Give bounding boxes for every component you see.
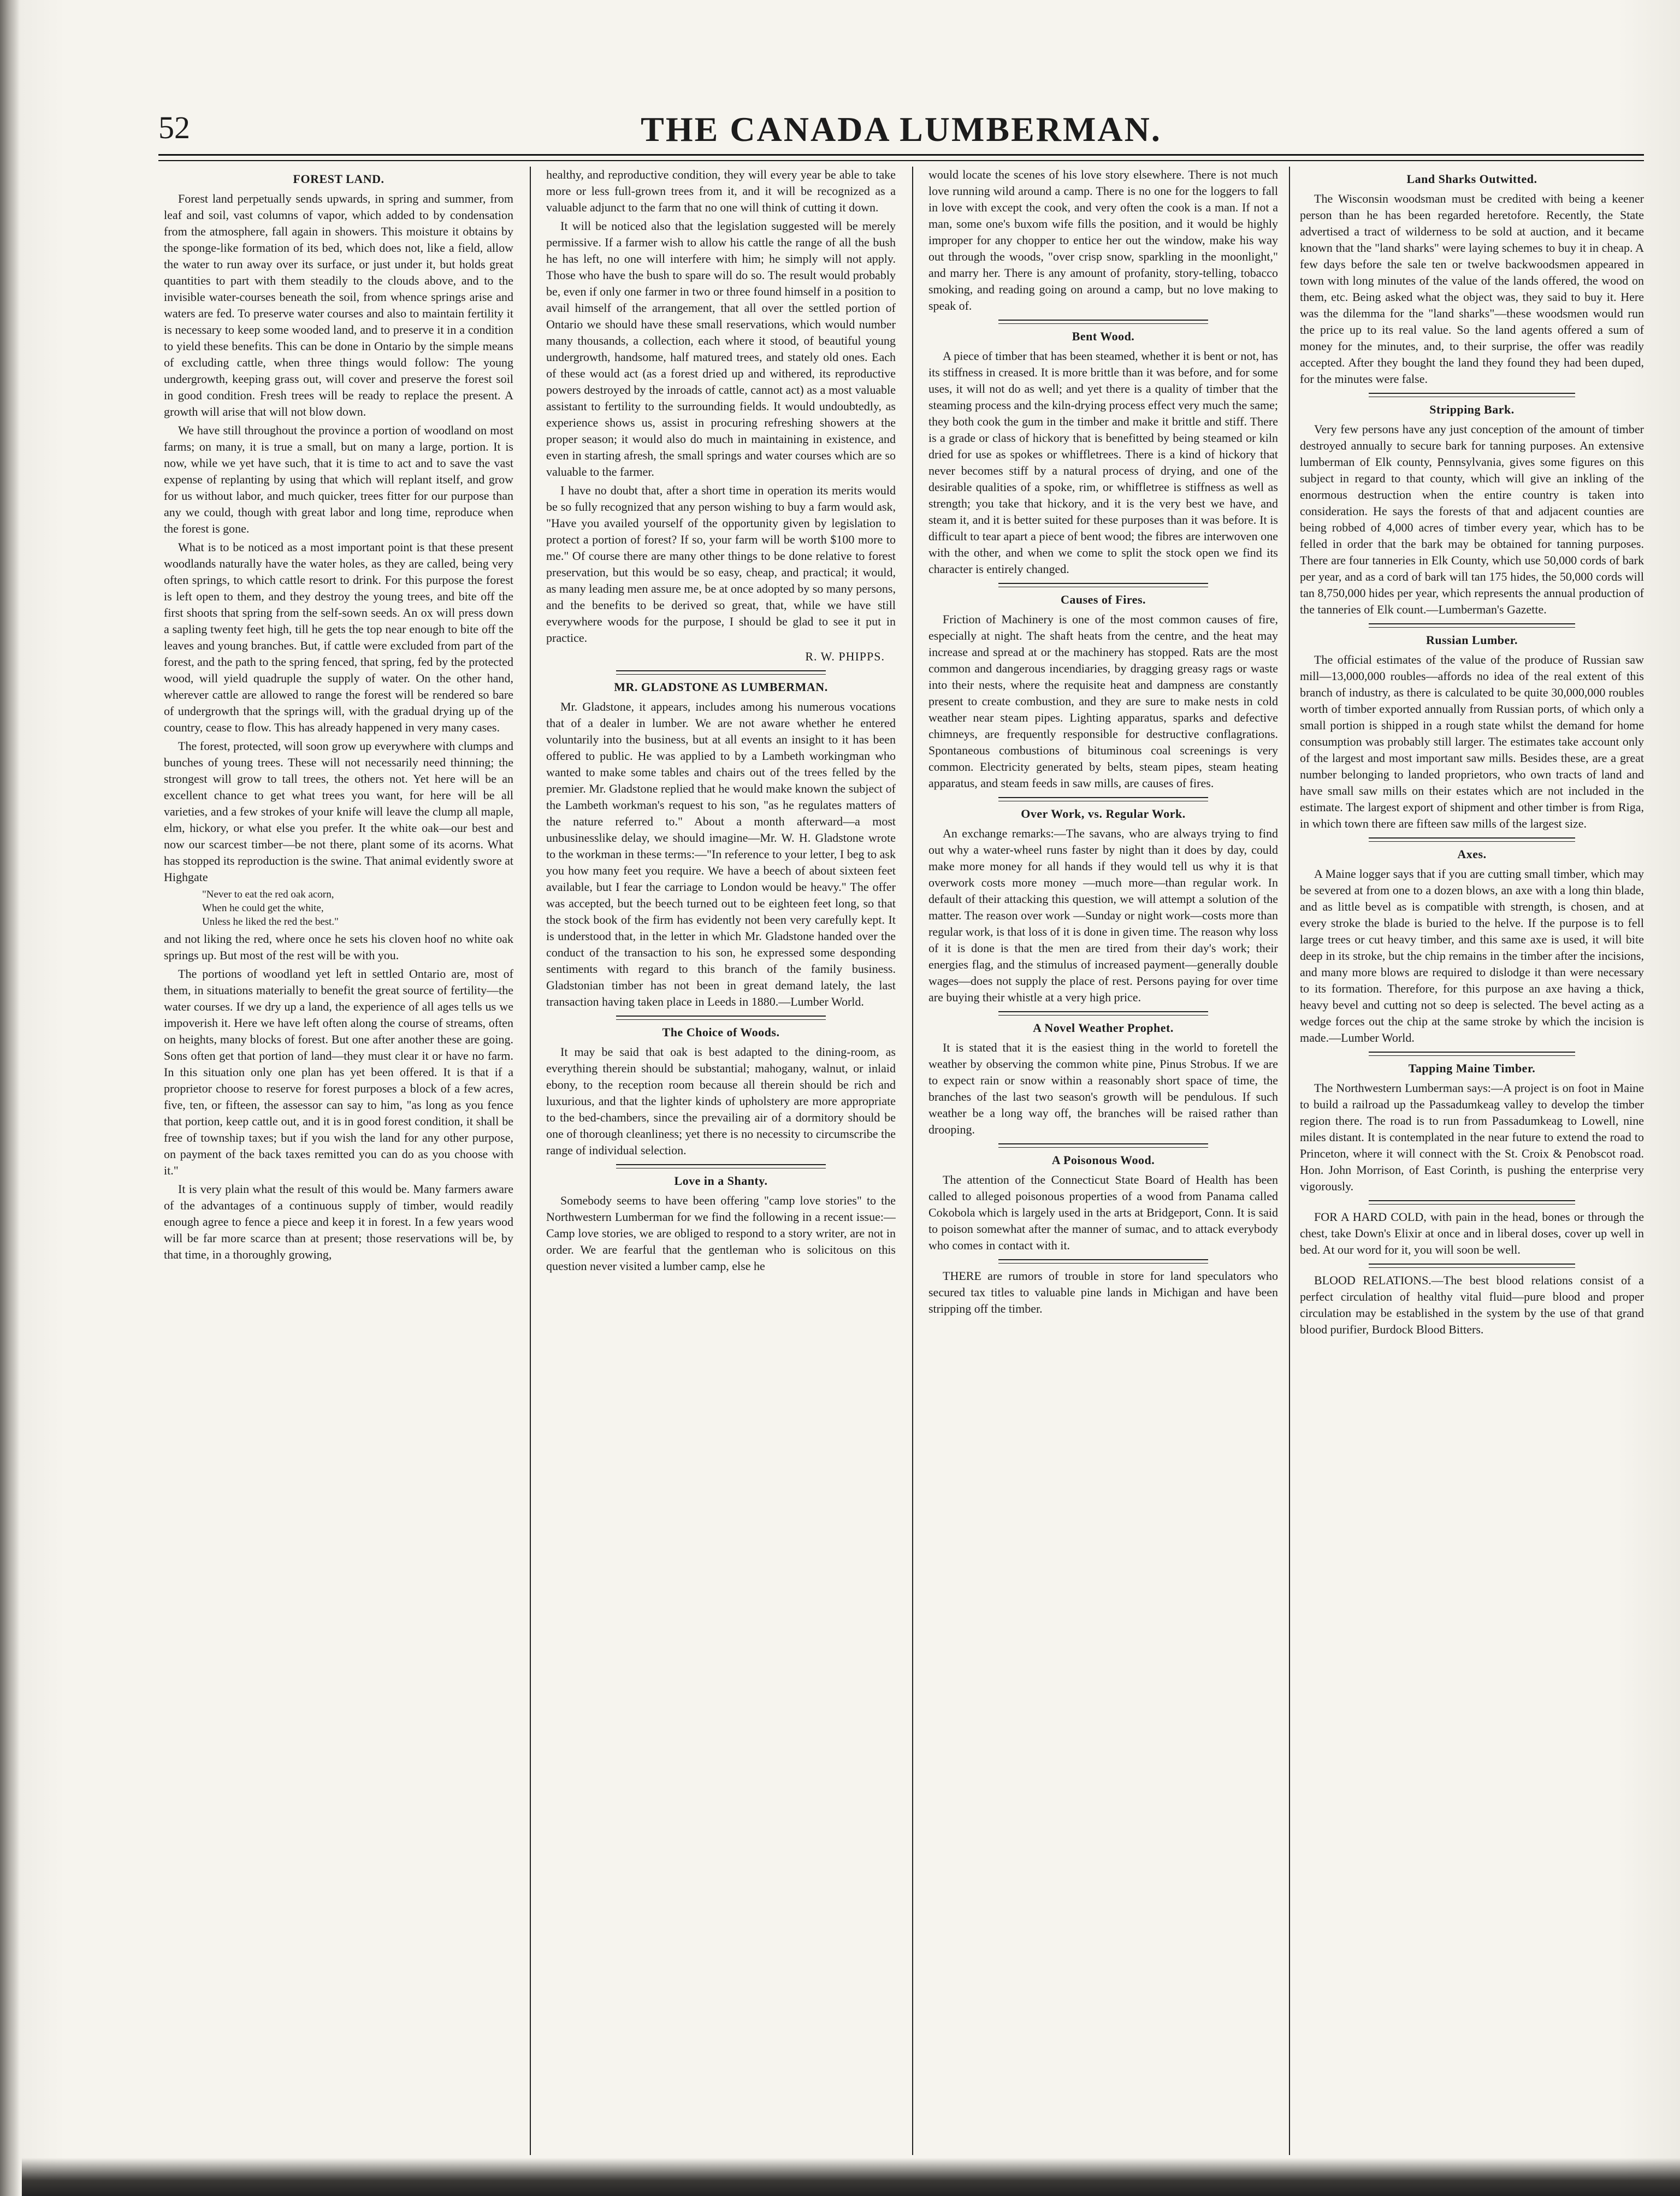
scan-edge-shadow bbox=[22, 2158, 1680, 2196]
paragraph: A piece of timber that has been steamed, whether it is bent or not, has its stiffness in creased. It is more brittle than it was before, and for some uses, it will not do as well; and yet there is a quality of timber that the steaming process and the kiln-drying process effect very much the same; they both cook the gum in the timber and make it brittle and stiff. There is a grade or class of hickory that is benefitted by being steamed or kiln dried for use as spokes or whiffletrees. There is a kind of hickory that never becomes stiff by a natural process of drying, and one of the desirable qualities of a spoke, rim, or whiffletree is stiffness as well as strength; you take that hickory, and it is the very best we have, and steam it, and it is better suited for these purposes than it was before. It is difficult to tear apart a piece of bent wood; the fibres are interwoven one with the other, and when we come to split the stock open we find its character is entirely changed. bbox=[928, 349, 1278, 576]
masthead bbox=[158, 109, 1644, 147]
paragraph: healthy, and reproductive condition, they will every year be able to take more or less full-grown trees from it, and it will be recognized as a valuable adjunct to the farm that no one will think of cutting it down. bbox=[546, 168, 896, 214]
article-heading-tapping-maine-timber: Tapping Maine Timber. bbox=[1408, 1061, 1536, 1075]
paragraph: What is to be noticed as a most important point is that these present woodlands naturally have the water holes, as they are called, being very often springs, to which cattle resort to drink. For this purpose the forest is left open to them, and they destroy the young trees, and bite off the first shoots that spring from the self-sown seeds. An ox will press down a sapling twenty feet high, till he gets the top near enough to bite off the leaves and young branches. But, if cattle were excluded from part of the forest, and the path to the spring fenced, that spring, fed by the protected wood, will yield quadruple the supply of water. On the other hand, wherever cattle are allowed to range the forest will be rendered so bare of undergrowth that the springs will, with the gradual drying up of the country, cease to flow. This has already happened in very many cases. bbox=[164, 540, 513, 734]
paragraph: I have no doubt that, after a short time in operation its merits would be so fully recognized that any person wishing to buy a farm would ask, "Have you availed yourself of the opportunity given by legislation to protect a portion of forest? If so, your farm will be worth $100 more to me." Of course there are many other things to be done relative to forest preservation, but this would be so easy, cheap, and practical; it would, as many leading men assure me, be at once adopted by so many persons, and the benefits to be derived so great, that, while we have still everywhere woods for the purpose, I should be glad to see it put in practice. bbox=[546, 483, 896, 645]
paragraph: and not liking the red, where once he sets his cloven hoof no white oak springs up. But most of the rest will be with you. bbox=[164, 932, 513, 962]
page-number: 52 bbox=[158, 110, 190, 145]
column-4 bbox=[1300, 167, 1644, 2155]
paragraph: The forest, protected, will soon grow up everywhere with clumps and bunches of young trees. These will not necessarily need thinning; the strongest will grow to tall trees, the others not. Yet here will be an excellent chance to get what trees you want, for here will be all varieties, and a few strokes of your knife will leave the clump all maple, elm, hickory, or what else you prefer. It the white oak—our best and now our scarcest timber—be not there, plant some of its acorns. What has stopped its reproduction is the swine. That animal evidently swore at Highgate bbox=[164, 739, 513, 884]
section-rule bbox=[1369, 1264, 1575, 1268]
paragraph: Somebody seems to have been offering "camp love stories" to the Northwestern Lumberman for we find the following in a recent issue:—Camp love stories, we are obliged to respond to a story writer, are not in order. We are fearful that the gentleman who is solicitous on this question never visited a lumber camp, else he bbox=[546, 1194, 896, 1273]
publication-title: THE CANADA LUMBERMAN. bbox=[641, 110, 1162, 149]
column-2 bbox=[546, 167, 896, 2155]
paragraph: Mr. Gladstone, it appears, includes among his numerous vocations that of a dealer in lumber. We are not aware whether he entered voluntarily into the business, but at all events an insight to it has been offered to public. He was applied to by a Lambeth workingman who wanted to make some tables and chairs out of the trees felled by the premier. Mr. Gladstone replied that he would make known the subject of the Lambeth workman's request to his son, "as he regulates matters of the nature referred to." About a month afterward—a most unbusinesslike delay, we should imagine—Mr. W. H. Gladstone wrote to the workman in these terms:—"In reference to your letter, I beg to ask you how many feet you require. We have a beech of about sixteen feet available, but I fear the carriage to London would be heavy." The offer was accepted, but the beech turned out to be eighteen feet long, so that the stock book of the firm has evidently not been very carefully kept. It is understood that, in the letter in which Mr. Gladstone handed over the conduct of the transaction to his son, he expressed some desponding sentiments with regard to this branch of the family business. Gladstonian timber has not been in great demand lately, the last transaction having taken place in Leeds in 1880.—Lumber World. bbox=[546, 700, 896, 1008]
column-divider bbox=[1289, 167, 1290, 2155]
section-rule bbox=[1369, 623, 1575, 628]
paragraph: Friction of Machinery is one of the most common causes of fire, especially at night. The shaft heats from the centre, and the heat may increase and spread at or the machinery has stopped. Rats are the most common and dangerous incendiaries, by dragging greasy rags or waste into their nests, where the requisite heat and dampness are constantly present to create combustion, and they are sure to make nests in cold weather near steam pipes. Lighting apparatus, sparks and defective chimneys, are frequently responsible for destructive conflagrations. Spontaneous combustions of bituminous coal screenings is very common. Electricity generated by belts, steam pipes, steam heating apparatus, and steam feeds in saw mills, are causes of fires. bbox=[928, 612, 1278, 790]
paragraph: Forest land perpetually sends upwards, in spring and summer, from leaf and soil, vast columns of vapor, which added to by condensation from the atmosphere, fall again in showers. This moisture it obtains by the sponge-like formation of its bed, which does not, like a field, allow the water to run away over its surface, or just under it, but holds great quantities to part with them steadily to the clouds above, and to the invisible water-courses beneath the soil, from whence springs arise and waters are fed. To preserve water courses and also to maintain fertility it is necessary to keep some wooded land, and to preserve it in a condition to yield these benefits. This can be done in Ontario by the simple means of excluding cattle, when three things would follow: The young undergrowth, keeping grass out, will cover and preserve the forest soil in good condition. Fresh trees will be ready to replace the present. A growth will arise that will not blow down. bbox=[164, 192, 513, 418]
article-heading-axes: Axes. bbox=[1457, 847, 1487, 861]
section-rule bbox=[998, 1011, 1208, 1016]
column-1 bbox=[164, 167, 513, 2155]
section-rule bbox=[998, 583, 1208, 587]
paragraph: It is stated that it is the easiest thing in the world to foretell the weather by observing the common white pine, Pinus Strobus. If we are to expect rain or snow within a reasonably short space of time, the branches of the last two season's growth will be pendulous. If such weather be a long way off, the branches will be raised rather than drooping. bbox=[928, 1041, 1278, 1136]
advertisement: BLOOD RELATIONS.—The best blood relations consist of a perfect circulation of healthy vital fluid—pure blood and proper circulation may be established in the system by the use of that grand blood purifier, Burdock Blood Bitters. bbox=[1300, 1273, 1644, 1336]
section-rule bbox=[616, 1164, 826, 1168]
section-rule bbox=[998, 797, 1208, 801]
paragraph: The Wisconsin woodsman must be credited with being a keener person than he has been regarded heretofore. Recently, the State advertised a tract of wilderness to be sold at auction, and it became known that the "land sharks" were laying schemes to buy it in cheap. A few days before the sale ten or twelve backwoodsmen appeared in town with long minutes of the value of the lands offered, the wood on them, etc. Being asked what the object was, they said to buy it. Here was the dilemma for the "land sharks"—these woodsmen would run the price up to its real value. So the land agents offered a sum of money for the minutes, and, to their surprise, the offer was readily accepted. After they bought the land they found they had been duped, for the minutes were false. bbox=[1300, 192, 1644, 386]
author-signature: R. W. PHIPPS. bbox=[805, 650, 885, 663]
article-columns bbox=[164, 167, 1644, 2155]
binding-shadow bbox=[0, 0, 20, 2196]
paragraph: The portions of woodland yet left in settled Ontario are, most of them, in situations materially to benefit the great source of fertility—the water courses. If we dry up a land, the experience of all ages tells us we impoverish it. Here we have left often along the course of streams, often on heights, many blocks of forest. But one after another these are going. Sons often get that portion of land—they must clear it or have no farm. In this situation only one plan has yet been offered. It is that if a proprietor choose to reserve for forest purposes a block of a few acres, five, ten, or fifteen, the assessor can say to him, "as long as you fence that portion, keep cattle out, and it is in good forest condition, it shall be free of township taxes; but if you wish the land for any other purpose, on payment of the back taxes remitted you can do as you choose with it." bbox=[164, 967, 513, 1177]
verse-line: Unless he liked the red the best." bbox=[202, 916, 339, 928]
article-heading-love-in-shanty: Love in a Shanty. bbox=[674, 1174, 768, 1188]
verse-line: "Never to eat the red oak acorn, bbox=[202, 889, 334, 900]
advertisement: FOR A HARD COLD, with pain in the head, bones or through the chest, take Down's Elixir at once and in liberal doses, cover up well in bed. At our word for it, you will soon be well. bbox=[1300, 1210, 1644, 1256]
article-heading-poisonous-wood: A Poisonous Wood. bbox=[1051, 1153, 1155, 1167]
column-divider bbox=[530, 167, 531, 2155]
paragraph: The Northwestern Lumberman says:—A project is on foot in Maine to build a railroad up the Passadumkeag valley to develop the timber region there. The road is to run from Passadumkeag to Lowell, nine miles distant. It is contemplated in the near future to extend the road to Princeton, where it will connect with the St. Croix & Penobscot road. Hon. John Morrison, of East Corinth, is pushing the enterprise very vigorously. bbox=[1300, 1081, 1644, 1193]
article-heading-stripping-bark: Stripping Bark. bbox=[1429, 403, 1515, 416]
article-heading-russian-lumber: Russian Lumber. bbox=[1425, 633, 1518, 647]
article-heading-land-sharks: Land Sharks Outwitted. bbox=[1406, 172, 1537, 186]
section-rule bbox=[998, 1143, 1208, 1148]
section-rule bbox=[616, 1016, 826, 1020]
paragraph: The attention of the Connecticut State Board of Health has been called to alleged poisonous properties of a wood from Panama called Cokobola which is largely used in the arts at Bridgeport, Conn. It is said to poison somewhat after the manner of sumac, and to attack everybody who comes in contact with it. bbox=[928, 1173, 1278, 1252]
article-heading-bent-wood: Bent Wood. bbox=[1072, 329, 1135, 343]
column-divider bbox=[912, 167, 913, 2155]
section-rule bbox=[1369, 1052, 1575, 1056]
column-3 bbox=[928, 167, 1278, 2155]
paragraph: It is very plain what the result of this would be. Many farmers aware of the advantages of a continuous supply of timber, would readily enough agree to fence a piece and keep it in forest. In a few years wood will be far more scarce than at present; those reservations will be, by that time, in a thoroughly growing, bbox=[164, 1182, 513, 1261]
paragraph: The official estimates of the value of the produce of Russian saw mill—13,000,000 roubles—affords no idea of the real extent of this branch of industry, as there is calculated to be quite 30,000,000 roubles worth of timber exported annually from Russian ports, of which only a small portion is shipped in a rough state whilst the demand for home consumption was probably still larger. The estimates take account only of the largest and most important saw mills. Besides these, are a great number belonging to landed proprietors, who own tracts of land and have small saw mills on their estates which are not included in the estimate. The largest export of shipment and other timber is from Riga, in which town there are fifteen saw mills of the largest size. bbox=[1300, 653, 1644, 830]
article-heading-weather-prophet: A Novel Weather Prophet. bbox=[1033, 1021, 1174, 1035]
section-rule bbox=[1369, 837, 1575, 842]
article-heading-causes-of-fires: Causes of Fires. bbox=[1060, 593, 1146, 606]
verse-quote bbox=[202, 888, 513, 929]
section-rule bbox=[616, 670, 826, 675]
paragraph: would locate the scenes of his love story elsewhere. There is not much love running wild around a camp. There is no one for the loggers to fall in love with except the cook, and very often the cook is a man. If not a man, some one's buxom wife fills the position, and it would be highly improper for any chopper to entice her out the window, make his way out through the woods, "over crisp snow, sparkling in the moonlight," and marry her. There is any amount of profanity, story-telling, tobacco smoking, and reading going on around a camp, but no love making to speak of. bbox=[928, 168, 1278, 312]
article-heading-choice-of-woods: The Choice of Woods. bbox=[662, 1025, 780, 1039]
article-heading-over-work: Over Work, vs. Regular Work. bbox=[1021, 807, 1186, 820]
section-rule bbox=[998, 1259, 1208, 1264]
article-heading-forest-land: FOREST LAND. bbox=[293, 172, 384, 186]
paragraph: THERE are rumors of trouble in store for land speculators who secured tax titles to valuable pine lands in Michigan and have been stripping off the timber. bbox=[928, 1269, 1278, 1315]
masthead-rule bbox=[158, 154, 1644, 161]
verse-line: When he could get the white, bbox=[202, 902, 324, 914]
paragraph: An exchange remarks:—The savans, who are always trying to find out why a water-wheel runs faster by night than it does by day, could make more money for all hands if they would tell us why it is that overwork costs more money —much more—than regular work. In default of their attacking this question, we will attempt a solution of the matter. The reason over work —Sunday or night work—costs more than regular work, is that loss of it is done in given time. The reason why loss of it is done is that the men are tired from their day's work; their energies flag, and the stimulus of increased payment—generally double wages—does not supply the place of rest. Persons paying for over time are buying their whistle at a very high price. bbox=[928, 827, 1278, 1004]
section-rule bbox=[998, 320, 1208, 324]
paragraph: We have still throughout the province a portion of woodland on most farms; on many, it is true a small, but on many a large, portion. It is now, while we yet have such, that it is time to act and to save the vast expense of replanting by using that which will replant itself, and grow for us without labor, and much quicker, trees fitter for our purpose than any we could, though with great labor and long time, reproduce when the forest is gone. bbox=[164, 423, 513, 535]
paragraph: Very few persons have any just conception of the amount of timber destroyed annually to secure bark for tanning purposes. An extensive lumberman of Elk county, Pennsylvania, gives some figures on this subject in regard to that county, which will give an inkling of the enormous destruction when the entire country is taken into consideration. He says the forests of that and adjacent counties are being robbed of 4,000 acres of timber every year, which has to be felled in order that the bark may be obtained for tanning purposes. There are four tanneries in Elk County, which use 50,000 cords of bark per year, and as a cord of bark will tan 175 hides, the 50,000 cords will tan 8,750,000 hides per year, which represents the annual production of the tanneries of Elk count.—Lumberman's Gazette. bbox=[1300, 422, 1644, 616]
section-rule bbox=[1369, 1200, 1575, 1205]
paragraph: It will be noticed also that the legislation suggested will be merely permissive. If a farmer wish to allow his cattle the range of all the bush he has left, no one will interfere with him; he simply will not apply. Those who have the bush to spare will do so. The result would probably be, even if only one farmer in two or three found himself in a position to avail himself of the arrangement, that all over the settled portion of Ontario we should have these small reservations, which would number many thousands, a collection, each where it stood, of beautiful young undergrowth, handsome, half matured trees, and stately old ones. Each of these would act (as a forest dried up and withered, its reproductive powers destroyed by the inroads of cattle, cannot act) as a most valuable assistant to fertility to the surrounding fields. It would undoubtedly, as experience shows us, assist in procuring refreshing showers at the proper season; it would also do much in maintaining in existence, and even in starting afresh, the small springs and water courses which are so valuable to the farmer. bbox=[546, 219, 896, 479]
paragraph: It may be said that oak is best adapted to the dining-room, as everything therein should be substantial; mahogany, walnut, or inlaid ebony, to the reception room because all therein should be rich and luxurious, and that the lighter kinds of upholstery are more appropriate to the bed-chambers, since the prevailing air of a dormitory should be one of thorough cleanliness; yet there is no necessity to circumscribe the range of individual selection. bbox=[546, 1045, 896, 1157]
article-heading-gladstone: MR. GLADSTONE AS LUMBERMAN. bbox=[614, 680, 828, 694]
section-rule bbox=[1369, 393, 1575, 397]
paragraph: A Maine logger says that if you are cutting small timber, which may be severed at from one to a dozen blows, an axe with a long thin blade, and as little bevel as is compatible with strength, is chosen, and at every stroke the blade is buried to the helve. If the purpose is to fell large trees or cut heavy timber, and this same axe is used, it will bite deep in its stroke, but the chip remains in the timber after the incisions, and many more blows are required to dislodge it than were necessary to its formation. Therefore, for this purpose an axe having a thick, heavy bevel and cutting not so deep is selected. The bevel acting as a wedge forces out the chip at the same stroke by which the incision is made.—Lumber World. bbox=[1300, 867, 1644, 1044]
